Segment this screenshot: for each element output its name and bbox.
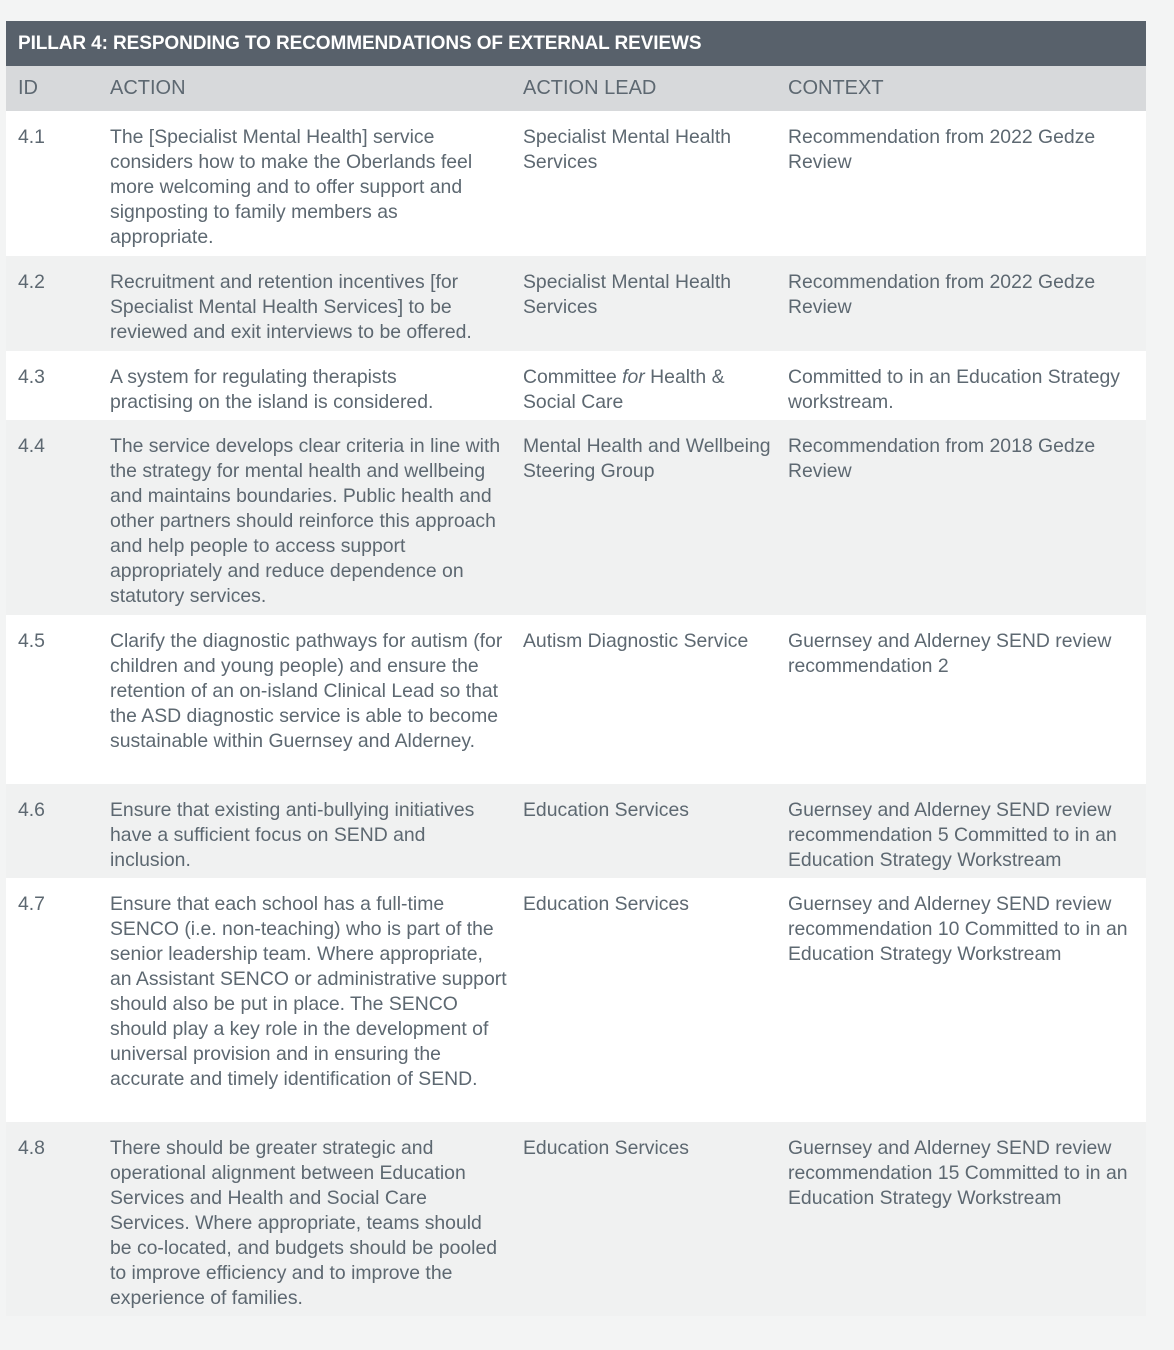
- table-row: [6, 111, 1146, 256]
- header-action: ACTION: [110, 77, 186, 99]
- table-row: [6, 784, 1146, 878]
- row-action: Ensure that existing anti-bullying initiatives have a sufficient focus on SEND and inclusion.: [110, 799, 475, 871]
- row-action: Ensure that each school has a full-time SENCO (i.e. non-teaching) who is part of the senior leadership team. Where appropriate, an Assistant SENCO or administrative support should also be put in place. The SENCO should play a key role in the development of universal provision and in ensuring the accurate and timely identification of SEND.: [110, 893, 507, 1090]
- table-title: PILLAR 4: RESPONDING TO RECOMMENDATIONS OF EXTERNAL REVIEWS: [6, 21, 1146, 66]
- table-row: [6, 256, 1146, 351]
- table-row: [6, 615, 1146, 784]
- table-row: [6, 420, 1146, 615]
- row-action-lead: Education Services: [523, 1137, 689, 1159]
- pillar-4-table: [6, 21, 1146, 1316]
- row-context: Guernsey and Alderney SEND review recommendation 15 Committed to in an Education Strategy Workstream: [788, 1137, 1128, 1209]
- row-action-lead: Specialist Mental Health Services: [523, 126, 732, 173]
- row-id: 4.5: [18, 630, 45, 652]
- row-action: A system for regulating therapists practising on the island is considered.: [110, 366, 434, 413]
- row-context: Guernsey and Alderney SEND review recommendation 2: [788, 630, 1112, 677]
- row-context: Guernsey and Alderney SEND review recommendation 10 Committed to in an Education Strategy Workstream: [788, 893, 1128, 965]
- row-id: 4.3: [18, 366, 45, 388]
- row-action-lead: Specialist Mental Health Services: [523, 271, 732, 318]
- row-id: 4.8: [18, 1137, 45, 1159]
- row-action: There should be greater strategic and operational alignment between Education Services and Health and Social Care Services. Where appropriate, teams should be co-located, and budgets should be pooled to improve efficiency and to improve the experience of families.: [110, 1137, 498, 1309]
- row-context: Recommendation from 2018 Gedze Review: [788, 435, 1096, 482]
- row-context: Committed to in an Education Strategy workstream.: [788, 366, 1120, 413]
- row-id: 4.4: [18, 435, 45, 457]
- row-action: The service develops clear criteria in line with the strategy for mental health and wellbeing and maintains boundaries. Public health and other partners should reinforce this approach and help people to access support appropriately and reduce dependence on statutory services.: [110, 435, 501, 607]
- row-id: 4.2: [18, 271, 45, 293]
- row-action-lead: Education Services: [523, 799, 689, 821]
- row-action-lead: Education Services: [523, 893, 689, 915]
- column-header-row: [6, 66, 1146, 111]
- row-id: 4.6: [18, 799, 45, 821]
- row-action-lead: Committee for Health & Social Care: [523, 366, 725, 413]
- row-action-lead: Mental Health and Wellbeing Steering Group: [523, 435, 771, 482]
- row-context: Recommendation from 2022 Gedze Review: [788, 126, 1096, 173]
- header-action-lead: ACTION LEAD: [523, 77, 657, 99]
- row-context: Guernsey and Alderney SEND review recommendation 5 Committed to in an Education Strategy Workstream: [788, 799, 1117, 871]
- table-row: [6, 351, 1146, 420]
- table-row: [6, 1122, 1146, 1316]
- row-action: Recruitment and retention incentives [for Specialist Mental Health Services] to be reviewed and exit interviews to be offered.: [110, 271, 472, 343]
- table-row: [6, 878, 1146, 1122]
- row-action: The [Specialist Mental Health] service considers how to make the Oberlands feel more welcoming and to offer support and signposting to family members as appropriate.: [110, 126, 473, 248]
- row-id: 4.7: [18, 893, 45, 915]
- row-id: 4.1: [18, 126, 45, 148]
- header-id: ID: [18, 77, 38, 99]
- header-context: CONTEXT: [788, 77, 884, 99]
- row-action: Clarify the diagnostic pathways for autism (for children and young people) and ensure the retention of an on-island Clinical Lead so that the ASD diagnostic service is able to become sustainable within Guernsey and Alderney.: [110, 630, 503, 752]
- row-action-lead: Autism Diagnostic Service: [523, 630, 749, 652]
- row-context: Recommendation from 2022 Gedze Review: [788, 271, 1096, 318]
